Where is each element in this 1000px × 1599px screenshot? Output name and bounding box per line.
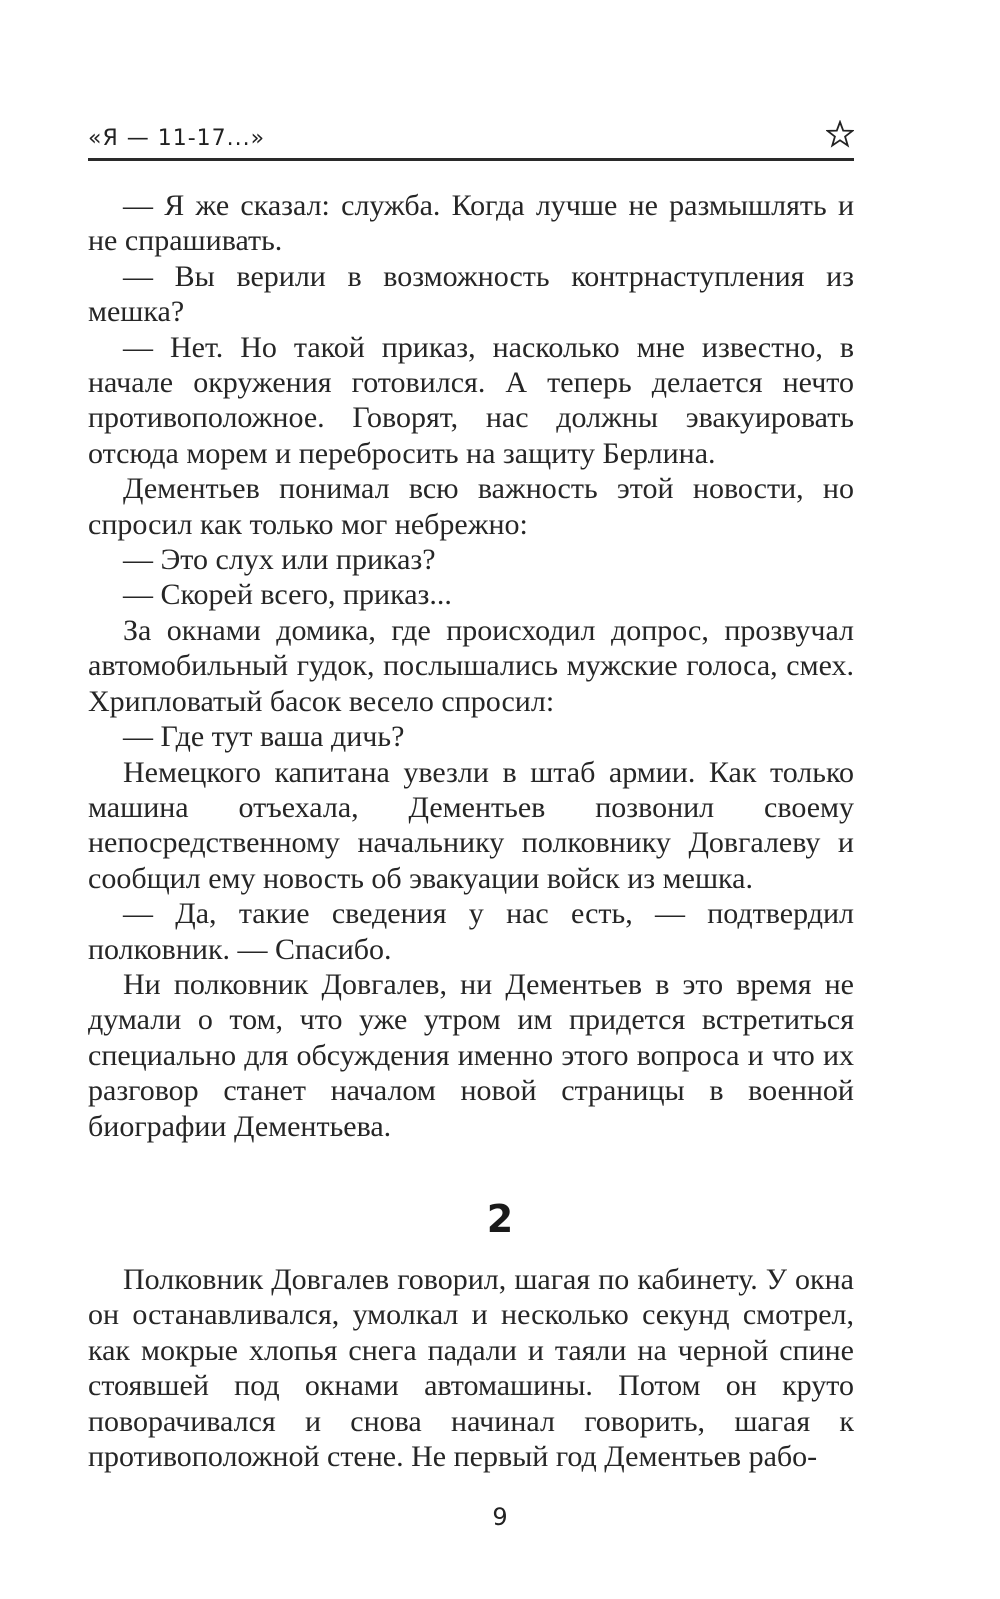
- paragraph: — Вы верили в возможность контрнаступления из мешка?: [88, 259, 854, 329]
- page-header: [88, 118, 854, 161]
- paragraph: — Нет. Но такой приказ, насколько мне известно, в начале окружения готовился. А теперь делается нечто противоположное. Говорят, нас должны эвакуировать отсюда морем и перебросить на защиту Берлина.: [88, 330, 854, 470]
- main-text: [88, 188, 854, 1144]
- star-outline-icon: [826, 120, 854, 148]
- paragraph: Полковник Довгалев говорил, шагая по кабинету. У окна он останавливался, умолкал и несколько секунд смотрел, как мокрые хлопья снега падали и таяли на черной спине стоявшей под окнами автомашины. Потом он круто поворачивался и снова начинал говорить, шагая к противоположной стене. Не первый год Дементьев рабо-: [88, 1263, 854, 1474]
- paragraph: За окнами домика, где происходил допрос, прозвучал автомобильный гудок, послышались мужские голоса, смех. Хрипловатый басок весело спросил:: [88, 613, 854, 718]
- chapter-text: [88, 1262, 854, 1474]
- paragraph: — Скорей всего, приказ...: [123, 578, 452, 612]
- page-number: 9: [492, 1503, 508, 1531]
- paragraph: Дементьев понимал всю важность этой новости, но спросил как только мог небрежно:: [88, 472, 854, 541]
- running-title: «Я — 11-17...»: [88, 126, 266, 151]
- paragraph: — Где тут ваша дичь?: [123, 720, 405, 754]
- paragraph: — Я же сказал: служба. Когда лучше не размышлять и не спрашивать.: [88, 189, 854, 258]
- paragraph: — Это слух или приказ?: [123, 543, 436, 577]
- paragraph: Немецкого капитана увезли в штаб армии. Как только машина отъехала, Дементьев позвонил своему непосредственному начальнику полковнику Довгалеву и сообщил ему новость об эвакуации войск из мешка.: [88, 755, 854, 895]
- paragraph: — Да, такие сведения у нас есть, — подтвердил полковник. — Спасибо.: [88, 897, 854, 966]
- chapter-number: 2: [486, 1197, 514, 1241]
- paragraph: Ни полковник Довгалев, ни Дементьев в это время не думали о том, что уже утром им придется встретиться специально для обсуждения именно этого вопроса и что их разговор станет началом новой страницы в военной биографии Дементьева.: [88, 967, 854, 1143]
